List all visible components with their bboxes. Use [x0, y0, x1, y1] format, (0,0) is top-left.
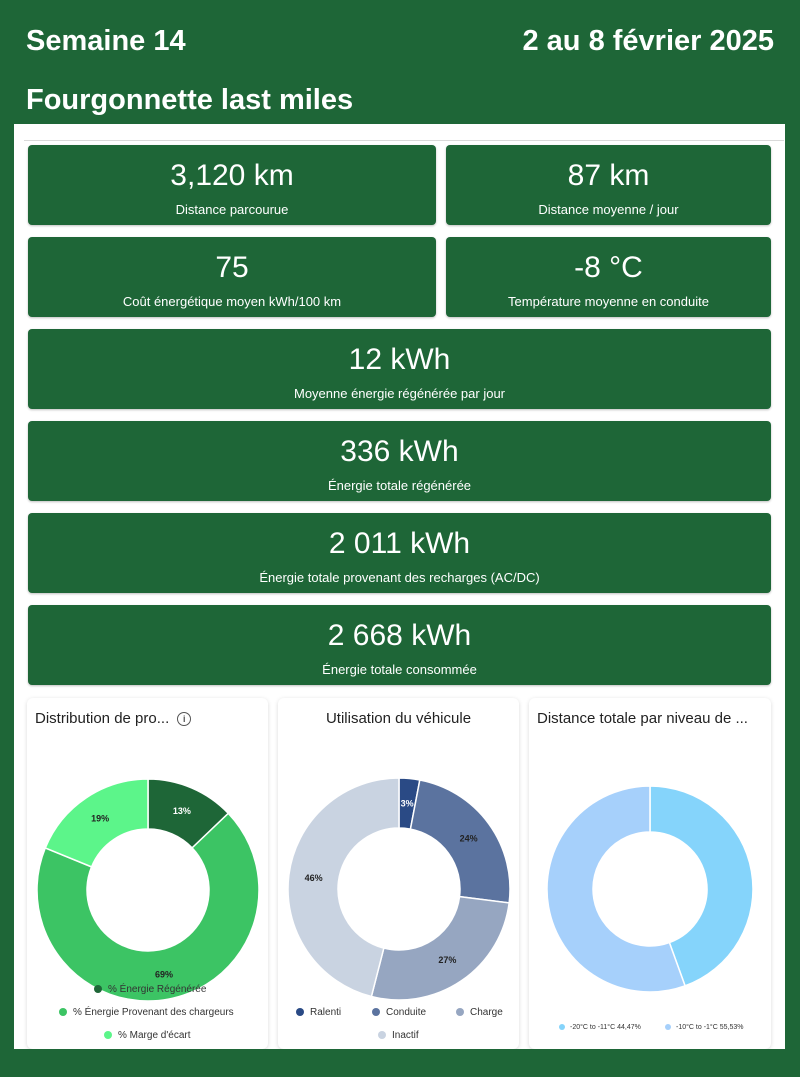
slice-label: 46%: [304, 873, 323, 884]
legend-label: -20°C to -11°C 44,47%: [570, 1024, 641, 1031]
legend-swatch: [372, 1008, 380, 1016]
legend-label: Charge: [470, 1007, 503, 1018]
kpi-label: Coût énergétique moyen kWh/100 km: [122, 294, 342, 309]
chart-title-text: Distribution de pro...: [35, 710, 170, 727]
kpi-value: 87 km: [567, 159, 650, 192]
legend-swatch: [94, 985, 102, 993]
slice-label: 27%: [438, 955, 457, 966]
kpi-value: -8 °C: [574, 251, 643, 284]
kpi-value: 2 011 kWh: [328, 527, 471, 560]
dashboard-panel: [14, 124, 785, 1049]
week-label: Semaine 14: [26, 25, 186, 57]
chart-card-energy-distribution: [27, 698, 268, 1049]
legend-swatch: [378, 1031, 386, 1039]
vehicle-title: Fourgonnette last miles: [26, 84, 354, 116]
kpi-value: 12 kWh: [348, 343, 451, 376]
legend-item[interactable]: [104, 1030, 191, 1041]
kpi-card-avg-distance: [446, 145, 771, 225]
donut-chart: [278, 738, 519, 1018]
legend-swatch: [665, 1024, 671, 1030]
kpi-value: 336 kWh: [340, 435, 459, 468]
kpi-card-total-consumed: [28, 605, 771, 685]
kpi-label: Énergie totale consommée: [322, 662, 477, 677]
chart-card-distance-by-temperature: [529, 698, 771, 1049]
chart-card-vehicle-usage: [278, 698, 519, 1049]
donut-slice[interactable]: [371, 897, 509, 1000]
legend-label: Ralenti: [310, 1007, 342, 1018]
chart-title: Utilisation du véhicule: [325, 710, 472, 727]
kpi-label: Distance moyenne / jour: [538, 202, 679, 217]
kpi-card-energy-cost: [28, 237, 436, 317]
legend-swatch: [559, 1024, 565, 1030]
kpi-card-recharge-energy: [28, 513, 771, 593]
legend-item[interactable]: [559, 1024, 641, 1031]
legend-label: Inactif: [392, 1030, 419, 1041]
donut-chart: [529, 738, 771, 1018]
kpi-label: Énergie totale provenant des recharges (AC/DC): [259, 570, 540, 585]
kpi-label: Énergie totale régénérée: [327, 478, 472, 493]
legend-label: % Énergie Régénérée: [108, 984, 207, 995]
legend-label: -10°C to -1°C 55,53%: [676, 1024, 744, 1031]
kpi-label: Distance parcourue: [175, 202, 289, 217]
chart-title: [35, 710, 260, 727]
chart-title: Distance totale par niveau de ...: [537, 710, 748, 727]
kpi-card-distance: [28, 145, 436, 225]
legend-item[interactable]: [378, 1030, 419, 1041]
legend-item[interactable]: [456, 1007, 503, 1018]
date-range: 2 au 8 février 2025: [522, 25, 774, 57]
slice-label: 24%: [459, 833, 478, 844]
kpi-label: Moyenne énergie régénérée par jour: [293, 386, 506, 401]
slice-label: 3%: [400, 798, 414, 809]
divider: [24, 140, 784, 141]
legend-swatch: [104, 1031, 112, 1039]
kpi-value: 3,120 km: [170, 159, 294, 192]
kpi-value: 2 668 kWh: [327, 619, 472, 652]
legend-swatch: [59, 1008, 67, 1016]
legend-item[interactable]: [296, 1007, 341, 1018]
legend-label: Conduite: [386, 1007, 427, 1018]
slice-label: 69%: [154, 969, 173, 980]
legend-swatch: [456, 1008, 464, 1016]
legend-swatch: [296, 1008, 304, 1016]
kpi-card-avg-regen: [28, 329, 771, 409]
legend-item[interactable]: [94, 984, 206, 995]
legend-label: % Marge d'écart: [118, 1030, 191, 1041]
donut-chart: [27, 738, 268, 1018]
kpi-card-temperature: [446, 237, 771, 317]
legend-item[interactable]: [665, 1024, 743, 1031]
slice-label: 19%: [91, 813, 110, 824]
info-icon[interactable]: i: [177, 712, 191, 726]
legend-item[interactable]: [59, 1007, 234, 1018]
legend-label: % Énergie Provenant des chargeurs: [73, 1007, 234, 1018]
kpi-card-total-regen: [28, 421, 771, 501]
kpi-label: Température moyenne en conduite: [508, 294, 709, 309]
kpi-value: 75: [215, 251, 249, 284]
slice-label: 13%: [172, 805, 191, 816]
legend-item[interactable]: [372, 1007, 426, 1018]
header: [0, 0, 800, 124]
